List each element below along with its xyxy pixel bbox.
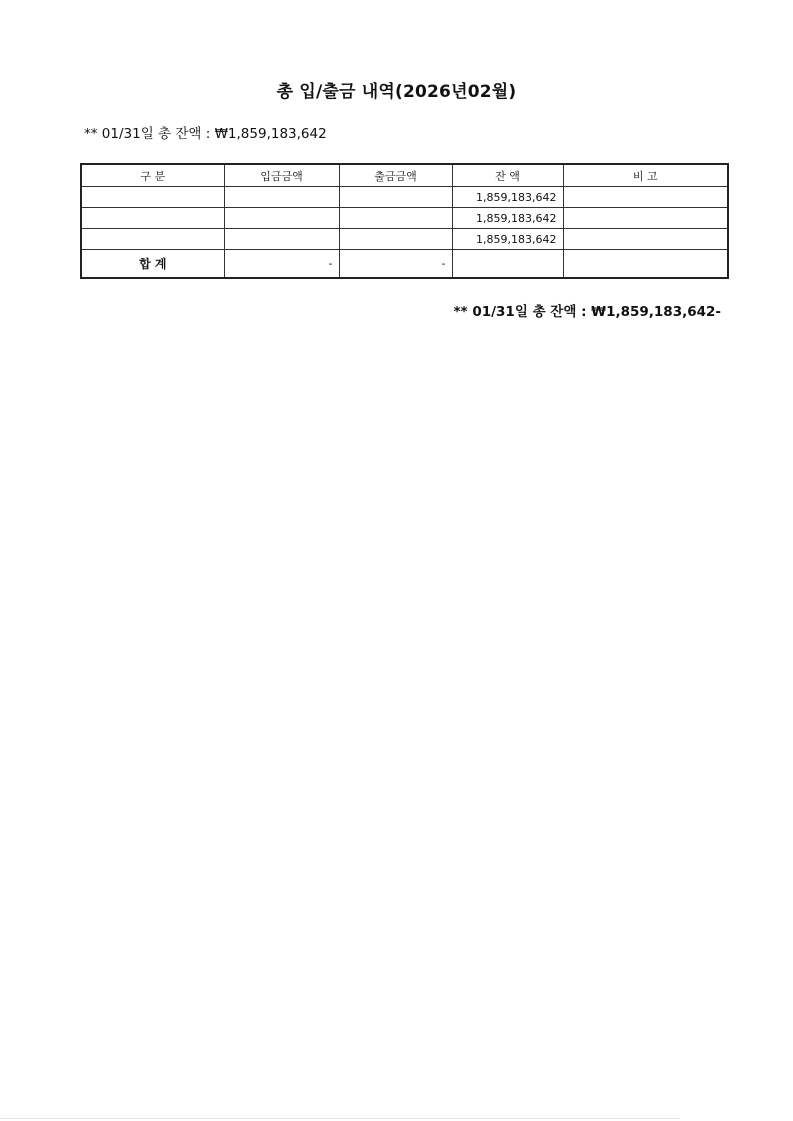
cell-category bbox=[81, 208, 224, 229]
total-row bbox=[81, 250, 728, 279]
total-label: 합 계 bbox=[81, 250, 224, 279]
cell-withdrawal bbox=[339, 187, 452, 208]
header-category: 구 분 bbox=[81, 164, 224, 187]
cell-note bbox=[563, 229, 728, 250]
cell-deposit bbox=[224, 229, 339, 250]
table-header-row bbox=[81, 164, 728, 187]
opening-balance: ** 01/31일 총 잔액 : ₩1,859,183,642 bbox=[84, 126, 327, 142]
cell-balance: 1,859,183,642 bbox=[452, 187, 563, 208]
header-withdrawal: 출금금액 bbox=[339, 164, 452, 187]
cell-withdrawal bbox=[339, 229, 452, 250]
scan-edge-line bbox=[0, 1118, 680, 1119]
cell-withdrawal bbox=[339, 208, 452, 229]
closing-balance: ** 01/31일 총 잔액 : ₩1,859,183,642- bbox=[453, 304, 721, 320]
header-balance: 잔 액 bbox=[452, 164, 563, 187]
header-deposit: 입금금액 bbox=[224, 164, 339, 187]
total-note bbox=[563, 250, 728, 279]
table-row bbox=[81, 229, 728, 250]
document-title: 총 입/출금 내역(2026년02월) bbox=[276, 82, 517, 102]
cell-category bbox=[81, 187, 224, 208]
transaction-table bbox=[80, 163, 729, 279]
cell-deposit bbox=[224, 208, 339, 229]
cell-note bbox=[563, 208, 728, 229]
cell-deposit bbox=[224, 187, 339, 208]
table-row bbox=[81, 208, 728, 229]
header-note: 비 고 bbox=[563, 164, 728, 187]
cell-balance: 1,859,183,642 bbox=[452, 208, 563, 229]
total-deposit: - bbox=[224, 250, 339, 279]
total-withdrawal: - bbox=[339, 250, 452, 279]
cell-category bbox=[81, 229, 224, 250]
cell-balance: 1,859,183,642 bbox=[452, 229, 563, 250]
total-balance bbox=[452, 250, 563, 279]
table-row bbox=[81, 187, 728, 208]
cell-note bbox=[563, 187, 728, 208]
